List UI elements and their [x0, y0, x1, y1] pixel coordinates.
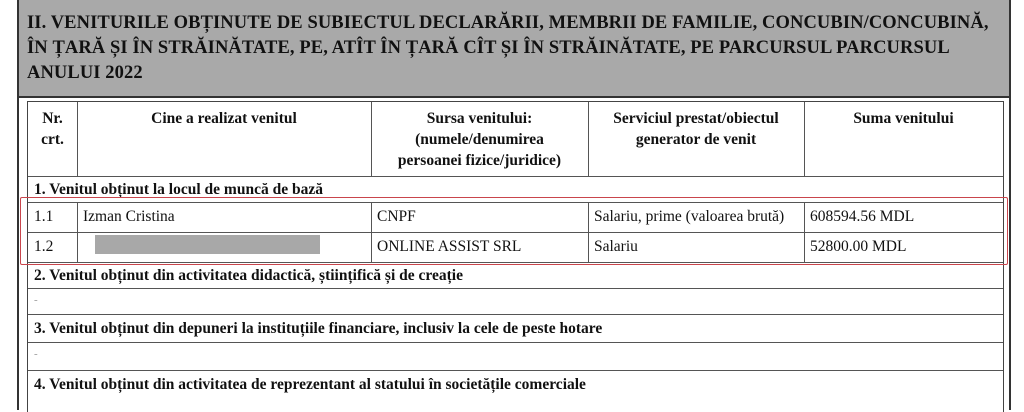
- section-2-title: 2. Venitul obținut din activitatea didactică, științifică și de creație: [34, 267, 463, 284]
- highlight-box: [20, 197, 1008, 265]
- column-header-nr-line2: crt.: [41, 131, 64, 148]
- row-2-source: ONLINE ASSIST SRL: [377, 238, 522, 255]
- row-1-nr: 1.1: [34, 208, 54, 225]
- section-1-title: 1. Venitul obținut la locul de muncă de bază: [34, 181, 323, 198]
- column-header-who: Cine a realizat venitul: [151, 110, 297, 127]
- row-1-service: Salariu, prime (valoarea brută): [594, 208, 785, 225]
- section-title: II. VENITURILE OBȚINUTE DE SUBIECTUL DECLARĂRII, MEMBRII DE FAMILIE, CONCUBIN/CONCUBINĂ, ÎN ȚARĂ ȘI ÎN STRĂINĂTATE, PE, ATÎT ÎN ȚARĂ CÎT ȘI ÎN STRĂINĂTATE, PE PARCURSUL PARCURSUL ANULUI 2022: [27, 13, 989, 83]
- row-1-who: Izman Cristina: [83, 208, 175, 225]
- column-header-source-line2: (numele/denumirea: [415, 131, 544, 148]
- column-header-nr: [28, 102, 77, 150]
- section-2-empty-dash: -: [34, 294, 38, 306]
- section-3-title: 3. Venitul obținut din depuneri la instituțiile financiare, inclusiv la cele de peste hotare: [34, 320, 603, 337]
- row-2-service: Salariu: [594, 238, 638, 255]
- section-header: [19, 0, 1009, 98]
- column-header-source-line1: Sursa venitului:: [426, 110, 533, 127]
- column-header-nr-line1: Nr.: [42, 110, 63, 127]
- section-4-title: 4. Venitul obținut din activitatea de reprezentant al statului în societățile comerciale: [34, 376, 586, 393]
- column-header-service-line1: Serviciul prestat/obiectul: [613, 110, 779, 127]
- column-header-source: [371, 102, 588, 171]
- row-2-nr: 1.2: [34, 238, 54, 255]
- column-header-source-line3: persoanei fizice/juridice): [397, 152, 562, 169]
- column-header-service-line2: generator de venit: [635, 131, 757, 148]
- row-1-amount: 608594.56 MDL: [810, 208, 915, 225]
- row-2-amount: 52800.00 MDL: [810, 238, 907, 255]
- row-1-source: CNPF: [377, 208, 416, 225]
- section-3-empty-dash: -: [34, 348, 38, 360]
- column-header-service: [588, 102, 804, 150]
- column-header-amount: Suma venitului: [853, 110, 954, 127]
